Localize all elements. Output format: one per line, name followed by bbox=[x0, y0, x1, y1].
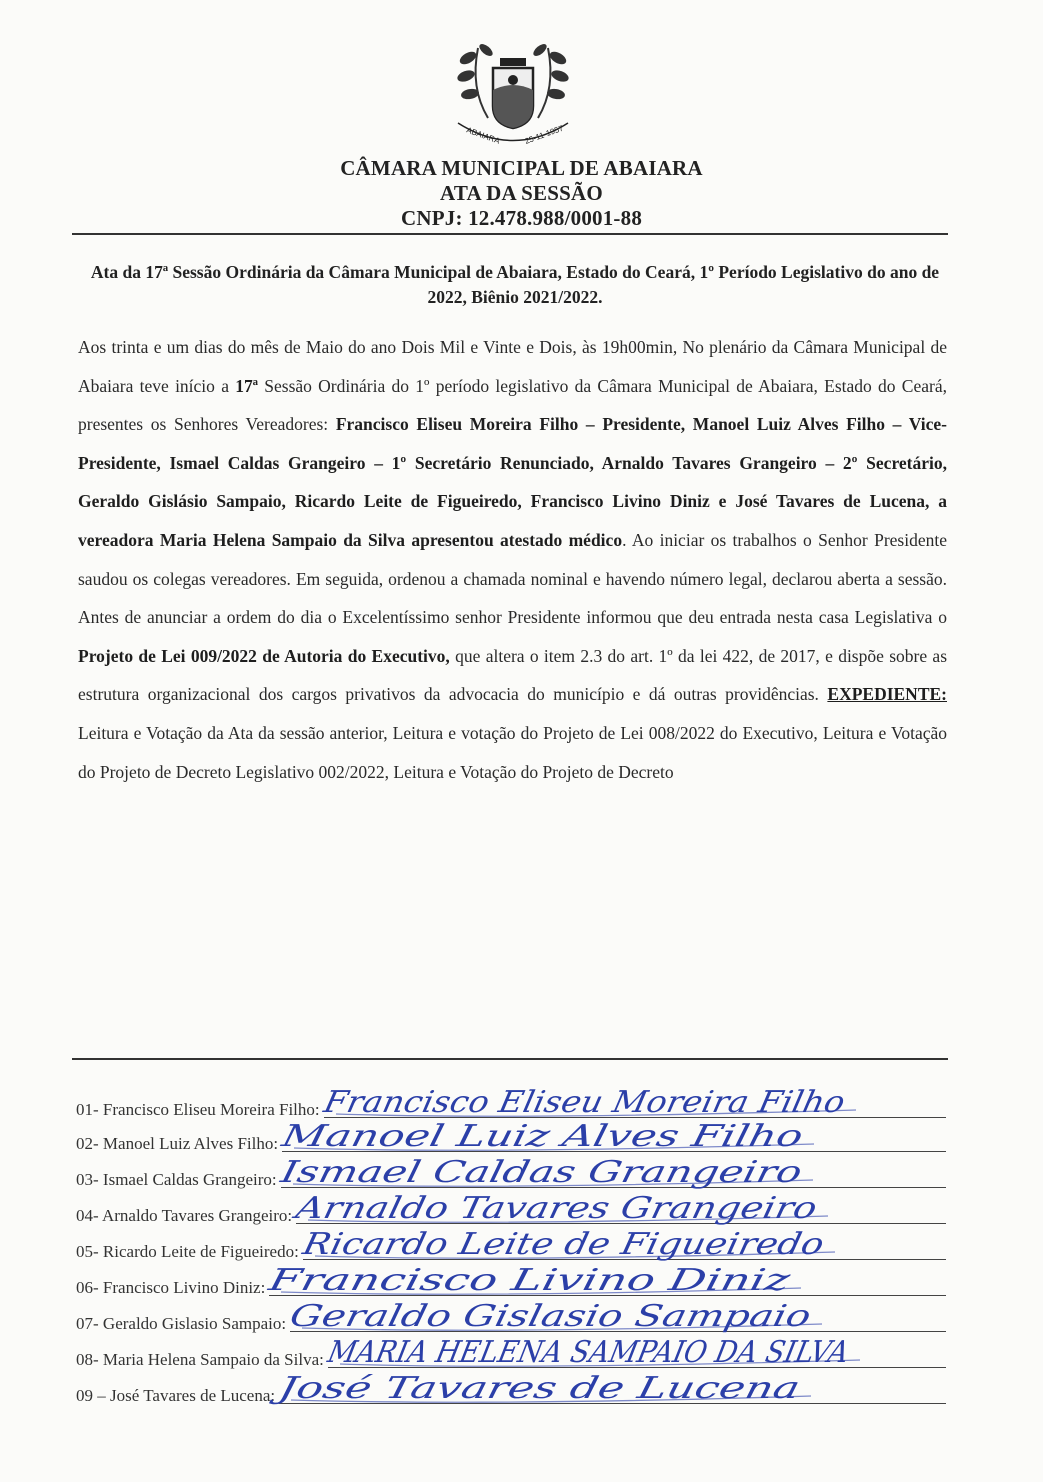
body-text: . Ao iniciar os trabalhos o Senhor Presidente saudou os colegas vereadores. Em seguida, ordenou a chamada nominal e havendo número legal, declarou aberta a sessão. Antes de anunciar a ordem do dia o Excelentíssimo senhor Presidente informou que deu entrada nesta casa Legislativa o bbox=[78, 529, 947, 628]
handwritten-signature bbox=[275, 1362, 946, 1406]
councilors-list: Francisco Eliseu Moreira Filho – Presidente, Manoel Luiz Alves Filho – Vice-Presidente, Ismael Caldas Grangeiro – 1º Secretário Renunciado, Arnaldo Tavares Grangeiro – 2º Secretário, Geraldo Gislásio Sampaio, Ricardo Leite de Figueiredo, Francisco Livino Diniz e José Tavares de Lucena, a vereadora Maria Helena Sampaio da Silva apresentou atestado médico bbox=[78, 414, 948, 550]
signatory-name: 08- Maria Helena Sampaio da Silva: bbox=[76, 1350, 324, 1369]
signatory-name: 03- Ismael Caldas Grangeiro: bbox=[76, 1170, 277, 1189]
bill-reference: Projeto de Lei 009/2022 de Autoria do Executivo, bbox=[78, 645, 450, 666]
svg-text:ABAIARA: ABAIARA bbox=[465, 125, 501, 146]
signature-divider bbox=[72, 1058, 948, 1060]
minutes-body bbox=[78, 328, 947, 791]
document-type: ATA DA SESSÃO bbox=[440, 181, 603, 205]
svg-text:Geraldo Gislasio Sampaio: Geraldo Gislasio Sampaio bbox=[286, 1299, 686, 1334]
svg-text:MARIA HELENA SAMPAIO DA SILVA: MARIA HELENA SAMPAIO DA SILVA bbox=[324, 1335, 901, 1370]
svg-text:Arnaldo Tavares Grangeiro: Arnaldo Tavares Grangeiro bbox=[292, 1191, 712, 1226]
minutes-title: Ata da 17ª Sessão Ordinária da Câmara Municipal de Abaiara, Estado do Ceará, 1º Período Legislativo do ano de 2022, Biênio 2021/2022. bbox=[90, 262, 940, 307]
body-text: Sessão Ordinária do 1º período legislativo da Câmara Municipal de Abaiara, Estado do Ceará, presentes os Senhores Vereadores: bbox=[78, 375, 947, 435]
signatory-name: 09 – José Tavares de Lucena: bbox=[76, 1386, 276, 1405]
signatory-name: 04- Arnaldo Tavares Grangeiro: bbox=[76, 1206, 293, 1225]
expediente-heading: EXPEDIENTE: bbox=[827, 684, 947, 705]
body-text: que altera o item 2.3 do art. 1º da lei 422, de 2017, e dispõe sobre as estrutura organizacional dos cargos privativos da advocacia do município e dá outras providências. bbox=[78, 645, 947, 705]
municipal-seal-logo bbox=[438, 28, 588, 158]
body-text: Aos trinta e um dias do mês de Maio do ano Dois Mil e Vinte e Dois, às 19h00min, No plenário da Câmara Municipal de Abaiara teve início a bbox=[78, 337, 947, 396]
chamber-name: CÂMARA MUNICIPAL DE ABAIARA bbox=[340, 156, 703, 180]
svg-text:Francisco Eliseu Moreira Filho: Francisco Eliseu Moreira Filho bbox=[320, 1085, 799, 1120]
svg-text:25-11-1957: 25-11-1957 bbox=[523, 123, 565, 146]
signatory-name: 01- Francisco Eliseu Moreira Filho: bbox=[76, 1100, 320, 1119]
signatory-name: 05- Ricardo Leite de Figueiredo: bbox=[76, 1242, 299, 1261]
svg-text:Francisco Livino Diniz: Francisco Livino Diniz bbox=[265, 1263, 614, 1298]
svg-text:José Tavares de Lucena: José Tavares de Lucena bbox=[275, 1371, 641, 1406]
signatory-name: 06- Francisco Livino Diniz: bbox=[76, 1278, 266, 1297]
svg-text:Ismael Caldas Grangeiro: Ismael Caldas Grangeiro bbox=[277, 1155, 662, 1190]
document-header bbox=[0, 156, 1043, 231]
session-number: 17ª bbox=[235, 375, 258, 396]
cnpj: CNPJ: 12.478.988/0001-88 bbox=[400, 206, 643, 230]
signatory-name: 02- Manoel Luiz Alves Filho: bbox=[76, 1134, 279, 1153]
svg-text:Ricardo Leite de Figueiredo: Ricardo Leite de Figueiredo bbox=[299, 1227, 734, 1262]
header-divider bbox=[72, 233, 948, 235]
signature-row bbox=[76, 1371, 946, 1410]
svg-text:Manoel Luiz Alves Filho: Manoel Luiz Alves Filho bbox=[278, 1119, 652, 1154]
body-text: Leitura e Votação da Ata da sessão anterior, Leitura e votação do Projeto de Lei 008/2022 do Executivo, Leitura e Votação do Projeto de Decreto Legislativo 002/2022, Leitura e Votação do Projeto de Decreto bbox=[78, 722, 947, 782]
signatory-name: 07- Geraldo Gislasio Sampaio: bbox=[76, 1314, 287, 1333]
